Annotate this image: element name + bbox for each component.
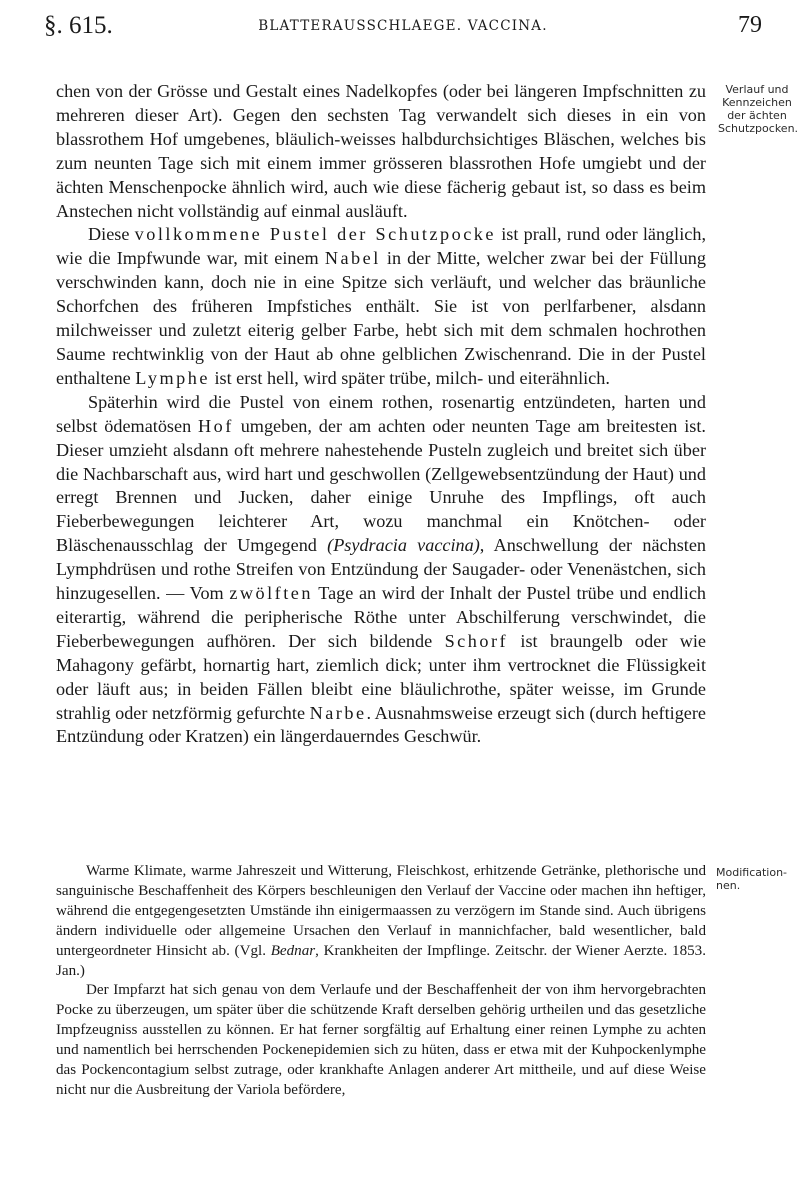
running-header bbox=[44, 8, 762, 48]
spaced-term: Hof bbox=[198, 415, 234, 436]
margin-note-modification: Modification-nen. bbox=[716, 866, 788, 892]
text-run: , Anschwellung der nächsten Lymphdrüsen und rothe Streifen von Entzündung der Saugader- oder Venenästchen, sich hinzugesellen. — Vom bbox=[56, 535, 706, 604]
spaced-term: Schorf bbox=[444, 630, 509, 651]
spaced-term: Narbe bbox=[309, 702, 367, 723]
paragraph-3 bbox=[56, 391, 706, 750]
text-run: ist prall, rund oder länglich, wie die Impfwunde war, mit einem bbox=[56, 224, 706, 269]
page-number: 79 bbox=[738, 12, 762, 38]
italic-term: (Psydracia vaccina) bbox=[327, 535, 480, 556]
text-run: ist erst hell, wird später trübe, milch- und eiterähnlich. bbox=[209, 367, 610, 388]
small-print-text bbox=[56, 862, 706, 1101]
text-run: , Krankheiten der Impflinge. Zeitschr. der Wiener Aerzte. 1853. Jan.) bbox=[56, 942, 706, 979]
text-run: Diese bbox=[88, 224, 135, 245]
spaced-term: zwölften bbox=[229, 583, 313, 604]
text-run: in der Mitte, welcher zwar bei der Füllung verschwinden kann, doch nie in eine Spitze sich verläuft, und welcher das bräunliche Schorfchen des früheren Impfstiches enthält. Sie ist von perlfarbener, alsdann milchweisser und zuletzt eiterig gelber Farbe, hebt sich mit dem schmalen hochrothen Saume rechtwinklig von der Haut ab ohne gelblichen Zwischenrand. Die in der Pustel enthaltene bbox=[56, 248, 706, 388]
text-run: Warme Klimate, warme Jahreszeit und Witterung, Fleischkost, erhitzende Getränke, plethorische und sanguinische Beschaffenheit des Körpers beschleunigen den Verlauf der Vaccine oder machen ihn heftiger, während die entgegengesetzten Umstände ihn einigermaassen zu verzögern im Stande sind. Auch übrigens ändern individuelle oder allgemeine Ursachen den Verlauf in mannichfacher, bald wesentlicher, bald untergeordneter Hinsicht ab. (Vgl. bbox=[56, 863, 706, 959]
text-run: umgeben, der am achten oder neunten Tage am breitesten ist. Dieser umzieht alsdann oft mehrere nahestehende Pusteln zugleich und breitet sich über die Nachbarschaft aus, wird hart und geschwollen (Zellgewebsentzündung der Haut) und erregt Brennen und Jucken, daher einige Unruhe des Impflings, oft auch Fieberbewegungen leichterer Art, wozu manchmal ein Knötchen- oder Bläschenausschlag der Umgegend bbox=[56, 415, 706, 556]
paragraph-2 bbox=[56, 223, 706, 390]
italic-author: Bednar bbox=[270, 942, 316, 959]
text-run: Tage an wird der Inhalt der Pustel trübe und endlich eiterartig, während die peripherische Röthe unter Abschilferung verschwindet, die Fieberbewegungen aufhören. Der sich bildende bbox=[56, 583, 706, 651]
spaced-term: Lymphe bbox=[135, 367, 210, 388]
paragraph-1: chen von der Grösse und Gestalt eines Nadelkopfes (oder bei längeren Impfschnitten zu mehreren dieser Art). Gegen den sechsten Tag verwandelt sich dieses in ein von blassrothem Hof umgebenes, bläulich-weisses halbdurchsichtiges Bläschen, welches bis zum neunten Tage sich mit einem immer grösseren blassrothen Hofe umgiebt und der ächten Menschenpocke ähnlich wird, auch wie diese fächerig gebaut ist, so dass es beim Anstechen nicht vollständig auf einmal ausläuft. bbox=[56, 81, 706, 221]
small-paragraph-1 bbox=[56, 862, 706, 981]
section-number: §. 615. bbox=[44, 12, 113, 39]
main-text bbox=[56, 80, 706, 749]
running-title: BLATTERAUSSCHLAEGE. VACCINA. bbox=[258, 18, 548, 34]
spaced-term: vollkommene Pustel der Schutzpocke bbox=[134, 224, 496, 245]
text-run: . Ausnahmsweise erzeugt sich (durch heftigere Entzündung oder Kratzen) ein längerdauerndes Geschwür. bbox=[56, 702, 706, 747]
text-run: ist braungelb oder wie Mahagony gefärbt, hornartig hart, ziemlich dick; unter ihm vertrocknet die Flüssigkeit oder läuft aus; in beiden Fällen bleibt eine bläulichrothe, später weisse, im Grunde strahlig oder netzförmig gefurchte bbox=[56, 630, 706, 723]
small-paragraph-2: Der Impfarzt hat sich genau von dem Verlaufe und der Beschaffenheit der von ihm hervorgebrachten Pocke zu überzeugen, um später über die schützende Kraft derselben gehörig urtheilen und das gesetzliche Impfzeugniss ausstellen zu können. Er hat ferner sorgfältig auf Erhaltung einer reinen Lymphe zu achten und namentlich bei herrschenden Pockenepidemien sich zu hüten, dass er etwa mit der Kuhpockenlymphe das Pockencontagium selbst zutrage, oder krankhafte Anlagen anderer Art mittheile, und auf diese Weise nicht nur die Ausbreitung der Variola befördere, bbox=[56, 982, 706, 1098]
margin-note-verlauf: Verlauf und Kennzeichen der ächten Schutzpocken. bbox=[718, 83, 799, 135]
spaced-term: Nabel bbox=[324, 248, 381, 269]
text-run: Späterhin wird die Pustel von einem rothen, rosenartig entzündeten, harten und selbst ödematösen bbox=[56, 391, 706, 436]
